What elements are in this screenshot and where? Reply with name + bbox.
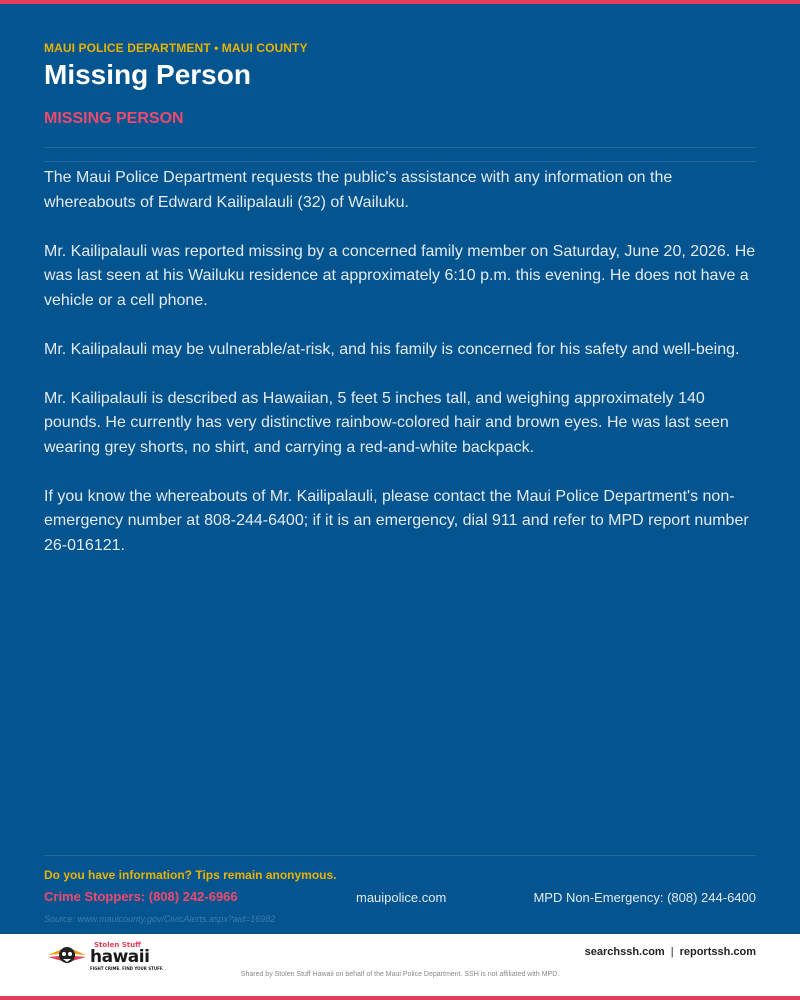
search-link[interactable]: searchssh.com: [584, 946, 665, 958]
bottom-accent-stripe: [0, 996, 800, 1000]
category-label: MISSING PERSON: [44, 110, 184, 127]
bulletin-body: [44, 166, 760, 583]
bulletin-panel: [0, 4, 800, 934]
link-separator: |: [670, 946, 674, 958]
logo-tagline: FIGHT CRIME. FIND YOUR STUFF.: [90, 966, 164, 971]
body-paragraph: The Maui Police Department requests the public's assistance with any information on the whereabouts of Edward Kailipalauli (32) of Wailuku.: [44, 169, 673, 211]
body-paragraph: Mr. Kailipalauli is described as Hawaiian, 5 feet 5 inches tall, and weighing approximately 140 pounds. He currently has very distinctive rainbow-colored hair and brown eyes. He was last seen wearing grey shorts, no shirt, and carrying a red-and-white backpack.: [44, 389, 729, 456]
divider: [44, 161, 756, 162]
divider: [44, 147, 756, 148]
body-paragraph: Mr. Kailipalauli may be vulnerable/at-risk, and his family is concerned for his safety and well-being.: [44, 340, 740, 358]
logo-text-small: Stolen Stuff: [94, 941, 141, 949]
footer: [0, 934, 800, 996]
divider: [44, 855, 756, 856]
logo-text-big: hawaii: [90, 947, 150, 967]
warrior-mask-icon: [48, 947, 86, 963]
body-paragraph: Mr. Kailipalauli was reported missing by a concerned family member on Saturday, June 20, 2026. He was last seen at his Wailuku residence at approximately 6:10 p.m. this evening. He does not have a vehicle or a cell phone.: [44, 242, 756, 309]
footer-links: [585, 946, 756, 958]
source-link[interactable]: Source: www.mauicounty.gov/CivicAlerts.aspx?aid=16982: [44, 914, 276, 924]
body-paragraph: If you know the whereabouts of Mr. Kailipalauli, please contact the Maui Police Department's non-emergency number at 808-244-6400; if it is an emergency, dial 911 and refer to MPD report number 26-016121.: [44, 487, 749, 554]
non-emergency-phone[interactable]: MPD Non-Emergency: (808) 244-6400: [533, 890, 756, 905]
disclaimer: Shared by Stolen Stuff Hawaii on behalf of the Maui Police Department. SSH is not affiliated with MPD.: [240, 971, 560, 978]
website-link[interactable]: mauipolice.com: [356, 890, 447, 905]
crime-stoppers-phone[interactable]: Crime Stoppers: (808) 242-6966: [44, 889, 238, 904]
report-link[interactable]: reportssh.com: [679, 946, 756, 958]
tips-note: Do you have information? Tips remain anonymous.: [44, 868, 337, 882]
agency-label: MAUI POLICE DEPARTMENT • MAUI COUNTY: [44, 41, 308, 55]
page-title: Missing Person: [44, 59, 251, 90]
